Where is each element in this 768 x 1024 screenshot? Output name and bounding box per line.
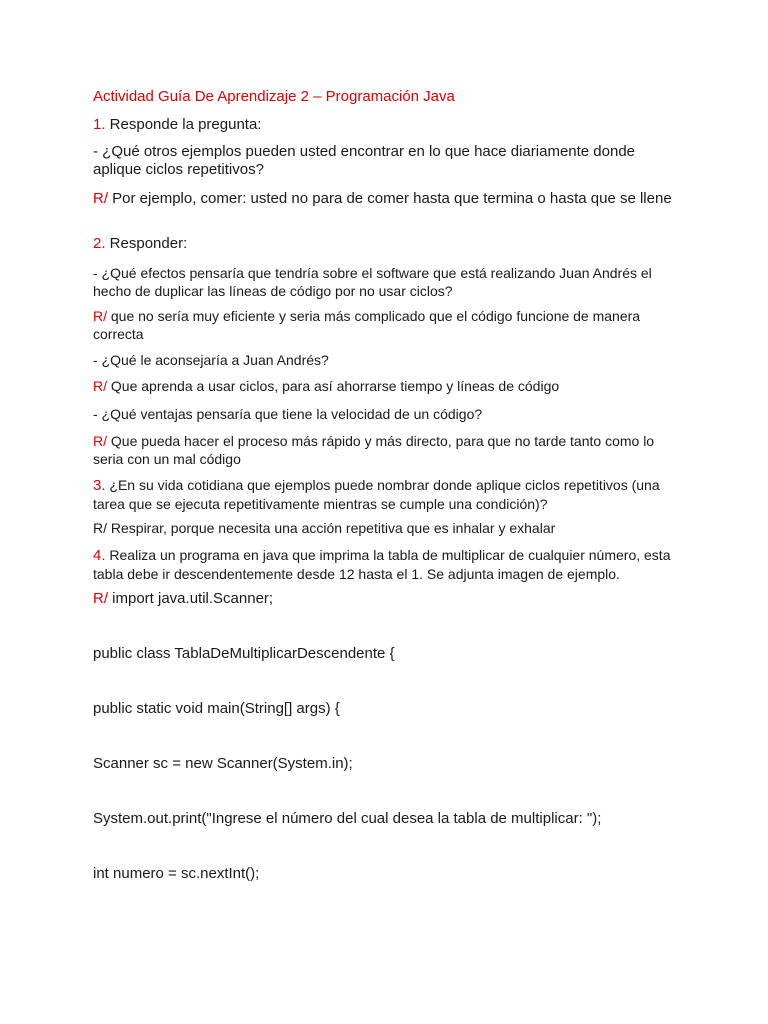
- question-1a: - ¿Qué otros ejemplos pueden usted encontrar en lo que hace diariamente donde aplique ciclos repetitivos?: [93, 143, 636, 178]
- page-title: Actividad Guía De Aprendizaje 2 – Programación Java: [93, 88, 455, 105]
- question-number: 2.: [93, 235, 106, 252]
- answer-3: R/ Respirar, porque necesita una acción repetitiva que es inhalar y exhalar: [93, 520, 556, 536]
- answer-text: Que pueda hacer el proceso más rápido y más directo, para que no tarde tanto como lo seria con un mal código: [93, 433, 655, 467]
- code-line-class: public class TablaDeMultiplicarDescendente {: [93, 645, 395, 662]
- answer-label: R/: [93, 308, 107, 324]
- answer-text: Que aprenda a usar ciclos, para así ahorrarse tiempo y líneas de código: [107, 378, 560, 394]
- question-2-heading: [93, 235, 683, 253]
- answer-label: R/: [93, 190, 108, 207]
- question-text: Realiza un programa en java que imprima la tabla de multiplicar de cualquier número, esta tabla debe ir descendentemente desde 12 hasta el 1. Se adjunta imagen de ejemplo.: [93, 547, 671, 582]
- code-text: import java.util.Scanner;: [108, 590, 274, 607]
- answer-2a: [93, 307, 683, 343]
- answer-text: Por ejemplo, comer: usted no para de comer hasta que termina o hasta que se llene: [108, 190, 672, 207]
- question-text: ¿En su vida cotidiana que ejemplos puede nombrar donde aplique ciclos repetitivos (una tarea que se ejecuta repetitivamente mientras se cumple una condición)?: [93, 477, 660, 512]
- question-3: [93, 476, 683, 513]
- question-number: 1.: [93, 116, 106, 133]
- answer-label: R/: [93, 590, 108, 607]
- question-text: Responde la pregunta:: [105, 116, 262, 133]
- answer-label: R/: [93, 433, 107, 449]
- code-line-scanner: Scanner sc = new Scanner(System.in);: [93, 755, 353, 772]
- answer-2c: [93, 432, 683, 468]
- code-line-main: public static void main(String[] args) {: [93, 700, 340, 717]
- answer-1a: [93, 190, 683, 208]
- code-line-int: int numero = sc.nextInt();: [93, 865, 260, 882]
- answer-text: que no sería muy eficiente y seria más complicado que el código funcione de manera correcta: [93, 308, 641, 342]
- question-1-heading: [93, 116, 683, 134]
- question-number: 3.: [93, 477, 106, 494]
- question-4: [93, 546, 683, 583]
- question-2c: - ¿Qué ventajas pensaría que tiene la velocidad de un código?: [93, 406, 483, 422]
- answer-label: R/: [93, 378, 107, 394]
- code-line-print: System.out.print("Ingrese el número del cual desea la tabla de multiplicar: ");: [93, 810, 602, 827]
- question-2b: - ¿Qué le aconsejaría a Juan Andrés?: [93, 352, 329, 368]
- code-line-import: [93, 590, 683, 608]
- question-text: Responder:: [105, 235, 188, 252]
- question-number: 4.: [93, 547, 106, 564]
- question-2a: - ¿Qué efectos pensaría que tendría sobre el software que está realizando Juan Andrés el hecho de duplicar las líneas de código por no usar ciclos?: [93, 265, 652, 299]
- answer-2b: [93, 377, 683, 395]
